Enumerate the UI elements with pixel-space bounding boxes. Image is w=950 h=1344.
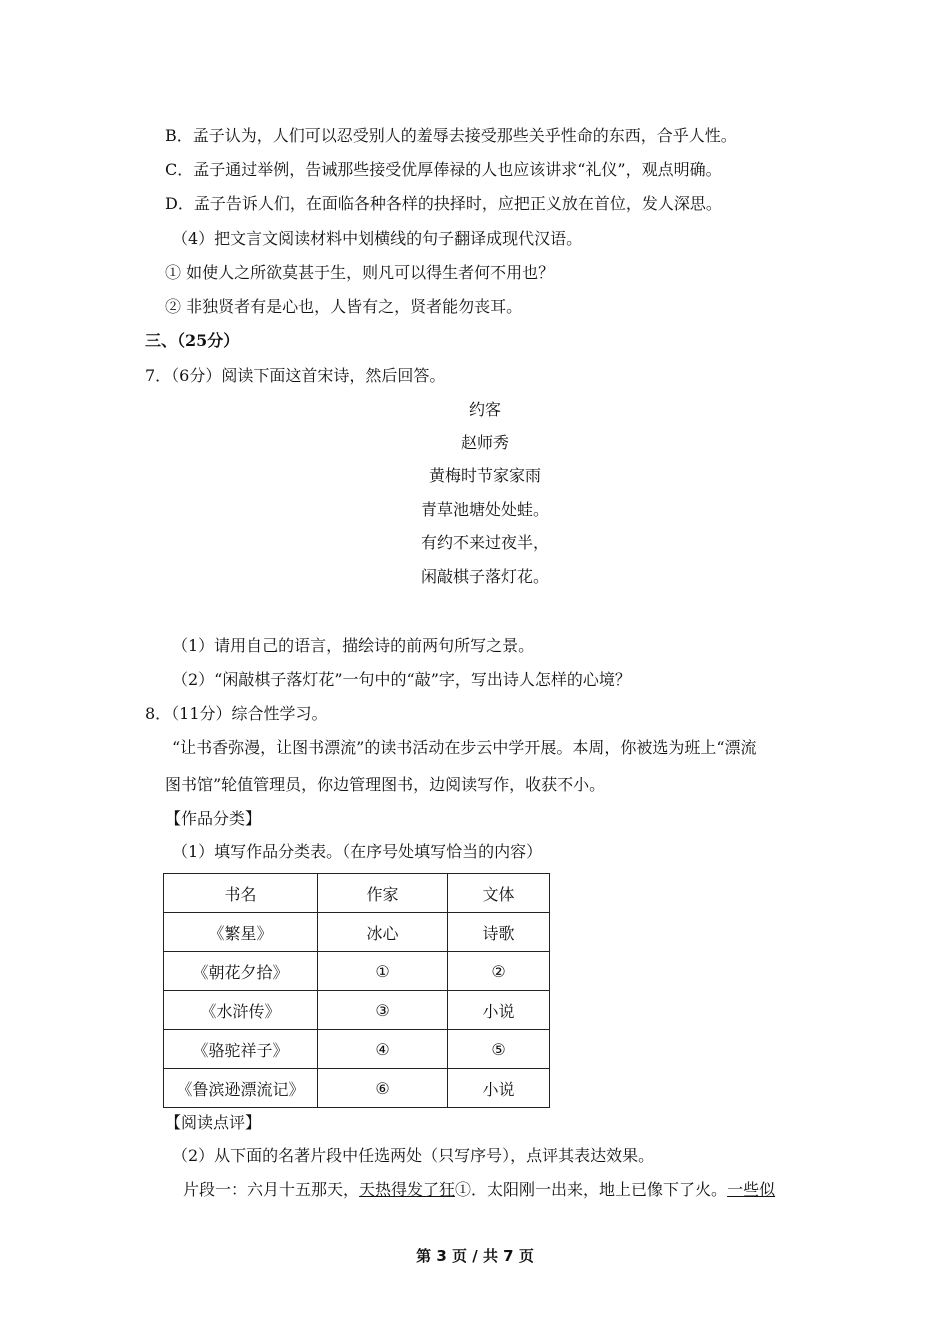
table-header-cell: 作家 [318, 874, 448, 913]
table-cell: 《鲁滨逊漂流记》 [164, 1069, 318, 1108]
question-4-prompt: （4）把文言文阅读材料中划横线的句子翻译成现代汉语。 [172, 229, 583, 248]
poem-author: 赵师秀 [460, 433, 509, 452]
table-cell: 《骆驼祥子》 [164, 1030, 318, 1069]
table-row [164, 1030, 550, 1069]
table-header-cell: 书名 [164, 874, 318, 913]
fragment-one [183, 1180, 775, 1200]
fragment-underlined-text: 天热得发了狂 [359, 1180, 456, 1199]
table-cell: 诗歌 [448, 913, 550, 952]
table-header-row [164, 874, 550, 913]
question-7-sub-2: （2）“闲敲棋子落灯花”一句中的“敲”字，写出诗人怎样的心境？ [172, 670, 631, 689]
table-cell: ⑥ [318, 1069, 448, 1108]
question-4-sentence-2: ② 非独贤者有是心也，人皆有之，贤者能勿丧耳。 [165, 297, 523, 316]
table-cell: ④ [318, 1030, 448, 1069]
option-d: D．孟子告诉人们，在面临各种各样的抉择时，应把正义放在首位，发人深思。 [165, 194, 722, 213]
question-8-prompt: 8．（11分）综合性学习。 [145, 704, 328, 723]
table-row [164, 991, 550, 1030]
option-b: B．孟子认为，人们可以忍受别人的羞辱去接受那些关乎性命的东西，合乎人性。 [165, 126, 737, 145]
question-7-prompt: 7．（6分）阅读下面这首宋诗，然后回答。 [145, 366, 446, 385]
table-cell: 小说 [448, 991, 550, 1030]
table-header-cell: 文体 [448, 874, 550, 913]
table-cell: 《水浒传》 [164, 991, 318, 1030]
table-cell: 《朝花夕拾》 [164, 952, 318, 991]
works-table [163, 873, 550, 1108]
question-8-sub-1: （1）填写作品分类表。（在序号处填写恰当的内容） [172, 842, 543, 861]
table-cell: 冰心 [318, 913, 448, 952]
table-cell: ② [448, 952, 550, 991]
section-heading: 三、（25分） [145, 331, 240, 350]
poem-line: 闲敲棋子落灯花。 [420, 567, 549, 586]
table-cell: 《繁星》 [164, 913, 318, 952]
page-number: 第 3 页 / 共 7 页 [416, 1247, 534, 1265]
table-row [164, 913, 550, 952]
question-4-sentence-1: ① 如使人之所欲莫甚于生，则凡可以得生者何不用也？ [165, 263, 555, 282]
option-c: C．孟子通过举例，告诫那些接受优厚俸禄的人也应该讲求“礼仪”，观点明确。 [165, 160, 722, 179]
table-cell: ⑤ [448, 1030, 550, 1069]
table-cell: ① [318, 952, 448, 991]
table-cell: 小说 [448, 1069, 550, 1108]
fragment-underlined-text: 一些似 [727, 1180, 776, 1199]
question-7-sub-1: （1）请用自己的语言，描绘诗的前两句所写之景。 [172, 636, 535, 655]
table-row [164, 1069, 550, 1108]
question-8-intro-line-2: 图书馆”轮值管理员，你边管理图书，边阅读写作，收获不小。 [165, 775, 606, 794]
fragment-text: 片段一：六月十五那天， [183, 1180, 360, 1199]
question-8-sub-2: （2）从下面的名著片段中任选两处（只写序号），点评其表达效果。 [172, 1146, 655, 1165]
fragment-marker: ① [455, 1180, 472, 1199]
poem-line: 青草池塘处处蛙。 [420, 500, 549, 519]
poem-title: 约客 [468, 400, 501, 419]
table-cell: ③ [318, 991, 448, 1030]
poem-line: 有约不来过夜半， [420, 533, 549, 552]
fragment-text: ．太阳刚一出来，地上已像下了火。 [471, 1180, 728, 1199]
question-8-intro-line-1: “让书香弥漫，让图书漂流”的读书活动在步云中学开展。本周，你被选为班上“漂流 [172, 738, 757, 757]
reading-review-heading: 【阅读点评】 [165, 1113, 262, 1132]
table-row [164, 952, 550, 991]
works-classification-heading: 【作品分类】 [165, 809, 262, 828]
poem-line: 黄梅时节家家雨 [428, 466, 541, 485]
